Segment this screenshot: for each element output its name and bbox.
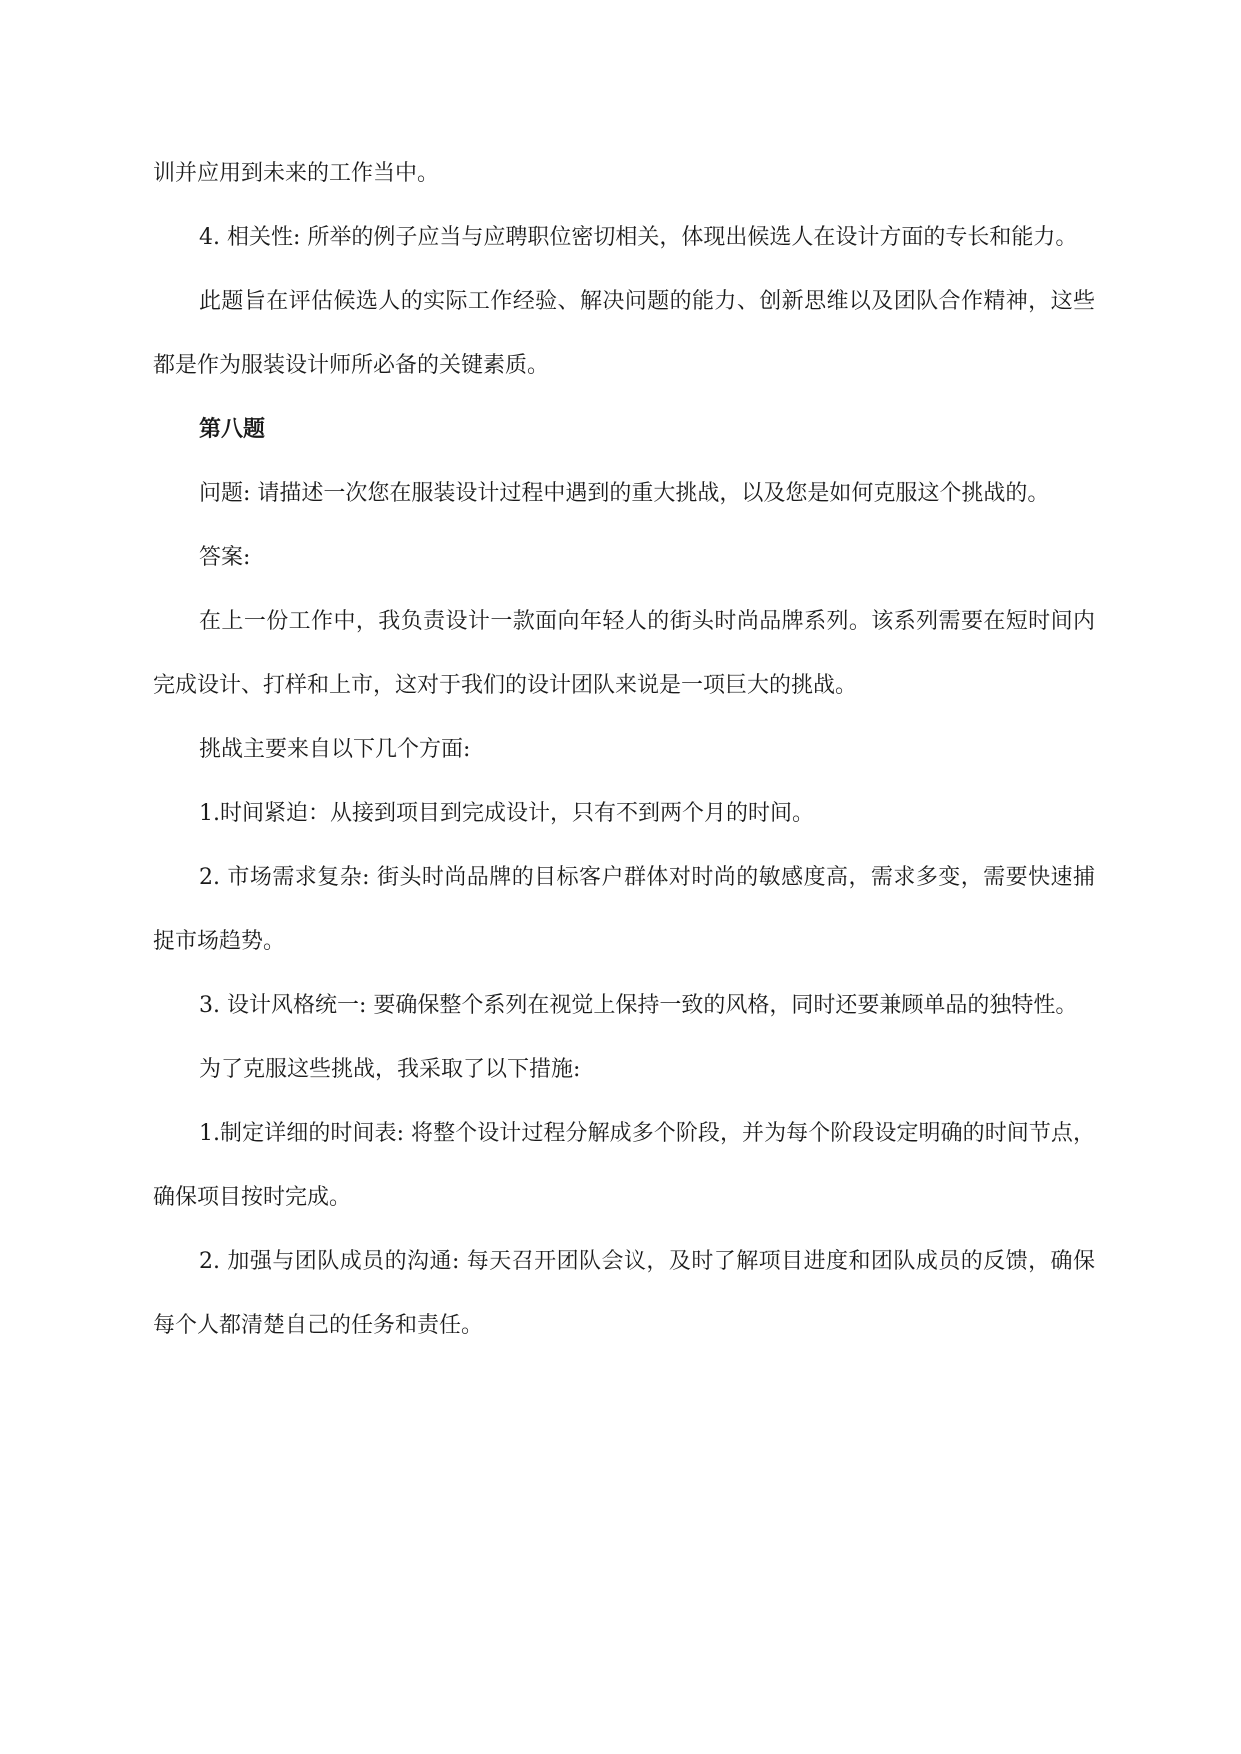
paragraph-measure-1: 1.制定详细的时间表: 将整个设计过程分解成多个阶段，并为每个阶段设定明确的时间节点，确保项目按时完成。 <box>153 1121 1095 1210</box>
paragraph-measure-2: 2. 加强与团队成员的沟通: 每天召开团队会议，及时了解项目进度和团队成员的反馈，确保每个人都清楚自己的任务和责任。 <box>153 1249 1095 1338</box>
paragraph-summary: 此题旨在评估候选人的实际工作经验、解决问题的能力、创新思维以及团队合作精神，这些都是作为服装设计师所必备的关键素质。 <box>153 289 1095 378</box>
paragraph-point-4-relevance: 4. 相关性: 所举的例子应当与应聘职位密切相关，体现出候选人在设计方面的专长和能力。 <box>199 225 1078 250</box>
paragraph-answer-intro: 在上一份工作中，我负责设计一款面向年轻人的街头时尚品牌系列。该系列需要在短时间内完成设计、打样和上市，这对于我们的设计团队来说是一项巨大的挑战。 <box>153 609 1095 698</box>
paragraph-measures-intro: 为了克服这些挑战，我采取了以下措施: <box>199 1057 581 1082</box>
paragraph-challenges-intro: 挑战主要来自以下几个方面: <box>199 737 471 762</box>
paragraph-challenge-3: 3. 设计风格统一: 要确保整个系列在视觉上保持一致的风格，同时还要兼顾单品的独特性。 <box>199 993 1078 1018</box>
document-body <box>153 142 1095 1358</box>
paragraph-challenge-1: 1.时间紧迫：从接到项目到完成设计，只有不到两个月的时间。 <box>199 801 814 826</box>
paragraph-answer-label: 答案: <box>199 545 251 570</box>
paragraph-question: 问题: 请描述一次您在服装设计过程中遇到的重大挑战，以及您是如何克服这个挑战的。 <box>199 481 1050 506</box>
paragraph-continuation: 训并应用到未来的工作当中。 <box>153 161 440 186</box>
paragraph-challenge-2: 2. 市场需求复杂: 街头时尚品牌的目标客户群体对时尚的敏感度高，需求多变，需要快速捕捉市场趋势。 <box>153 865 1095 954</box>
section-heading: 第八题 <box>199 417 266 442</box>
